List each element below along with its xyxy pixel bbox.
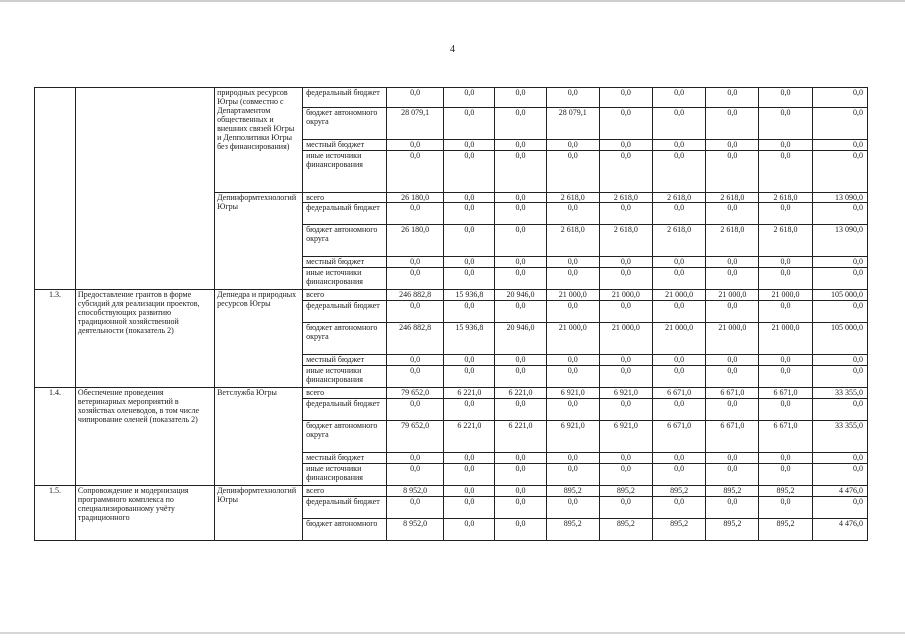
value-cell: 0,0	[599, 257, 652, 268]
value-cell: 21 000,0	[759, 323, 812, 355]
value-cell: 6 921,0	[599, 421, 652, 453]
value-cell: 0,0	[706, 88, 759, 108]
source-cell: бюджет автономного	[303, 519, 387, 541]
value-cell: 0,0	[706, 399, 759, 421]
value-cell: 0,0	[546, 453, 599, 464]
executor-cell: Ветслужба Югры	[215, 388, 303, 486]
value-cell: 0,0	[546, 151, 599, 193]
value-cell: 0,0	[495, 108, 546, 140]
value-cell: 2 618,0	[546, 225, 599, 257]
value-cell: 6 221,0	[444, 421, 495, 453]
value-cell: 26 180,0	[387, 225, 444, 257]
value-cell: 0,0	[759, 140, 812, 151]
value-cell: 0,0	[706, 366, 759, 388]
value-cell: 895,2	[599, 519, 652, 541]
value-cell: 0,0	[706, 355, 759, 366]
source-cell: местный бюджет	[303, 355, 387, 366]
value-cell: 21 000,0	[599, 323, 652, 355]
value-cell: 0,0	[495, 140, 546, 151]
value-cell: 0,0	[546, 88, 599, 108]
value-cell: 0,0	[812, 497, 867, 519]
value-cell: 0,0	[495, 519, 546, 541]
value-cell: 0,0	[599, 268, 652, 290]
value-cell: 0,0	[495, 355, 546, 366]
value-cell: 0,0	[546, 366, 599, 388]
value-cell: 0,0	[495, 399, 546, 421]
value-cell: 21 000,0	[546, 323, 599, 355]
value-cell: 0,0	[812, 88, 867, 108]
value-cell: 6 671,0	[759, 421, 812, 453]
value-cell: 0,0	[546, 399, 599, 421]
value-cell: 0,0	[599, 301, 652, 323]
value-cell: 0,0	[812, 268, 867, 290]
value-cell: 0,0	[653, 464, 706, 486]
value-cell: 0,0	[387, 301, 444, 323]
executor-cell: Депинформтехнологий Югры	[215, 193, 303, 290]
source-cell: федеральный бюджет	[303, 301, 387, 323]
item-number-cell	[35, 88, 76, 290]
source-cell: иные источники финансирования	[303, 464, 387, 486]
source-cell: федеральный бюджет	[303, 497, 387, 519]
value-cell: 2 618,0	[599, 193, 652, 203]
value-cell: 13 090,0	[812, 225, 867, 257]
table-row	[35, 290, 868, 301]
value-cell: 0,0	[546, 497, 599, 519]
value-cell: 13 090,0	[812, 193, 867, 203]
value-cell: 0,0	[387, 355, 444, 366]
value-cell: 0,0	[653, 140, 706, 151]
value-cell: 2 618,0	[759, 193, 812, 203]
budget-table	[34, 87, 868, 541]
table-row	[35, 88, 868, 108]
value-cell: 0,0	[444, 203, 495, 225]
value-cell: 33 355,0	[812, 388, 867, 399]
activity-cell: Сопровождение и модернизация программного комплекса по специализированному учёту традиционного	[75, 486, 214, 541]
value-cell: 6 671,0	[653, 388, 706, 399]
value-cell: 0,0	[653, 366, 706, 388]
value-cell: 0,0	[495, 268, 546, 290]
value-cell: 0,0	[759, 355, 812, 366]
value-cell: 79 652,0	[387, 421, 444, 453]
value-cell: 0,0	[387, 140, 444, 151]
value-cell: 895,2	[599, 486, 652, 497]
value-cell: 6 671,0	[706, 388, 759, 399]
value-cell: 895,2	[759, 519, 812, 541]
scan-bottom-edge	[0, 632, 905, 634]
value-cell: 0,0	[759, 497, 812, 519]
value-cell: 0,0	[812, 140, 867, 151]
value-cell: 6 671,0	[759, 388, 812, 399]
value-cell: 0,0	[599, 497, 652, 519]
value-cell: 21 000,0	[706, 323, 759, 355]
value-cell: 0,0	[387, 268, 444, 290]
source-cell: всего	[303, 486, 387, 497]
value-cell: 0,0	[387, 464, 444, 486]
value-cell: 0,0	[653, 399, 706, 421]
value-cell: 2 618,0	[706, 225, 759, 257]
value-cell: 0,0	[495, 453, 546, 464]
value-cell: 0,0	[759, 268, 812, 290]
value-cell: 21 000,0	[546, 290, 599, 301]
value-cell: 0,0	[546, 464, 599, 486]
value-cell: 6 221,0	[495, 388, 546, 399]
value-cell: 895,2	[546, 486, 599, 497]
value-cell: 0,0	[653, 88, 706, 108]
value-cell: 6 921,0	[546, 421, 599, 453]
value-cell: 0,0	[495, 225, 546, 257]
value-cell: 0,0	[812, 399, 867, 421]
value-cell: 0,0	[706, 108, 759, 140]
value-cell: 0,0	[599, 453, 652, 464]
value-cell: 0,0	[812, 301, 867, 323]
value-cell: 0,0	[759, 203, 812, 225]
value-cell: 0,0	[759, 301, 812, 323]
value-cell: 0,0	[599, 108, 652, 140]
source-cell: всего	[303, 388, 387, 399]
value-cell: 0,0	[653, 268, 706, 290]
value-cell: 0,0	[546, 301, 599, 323]
value-cell: 0,0	[759, 366, 812, 388]
page-number: 4	[450, 44, 455, 55]
value-cell: 0,0	[495, 203, 546, 225]
value-cell: 0,0	[599, 399, 652, 421]
value-cell: 0,0	[759, 453, 812, 464]
value-cell: 0,0	[444, 355, 495, 366]
value-cell: 79 652,0	[387, 388, 444, 399]
value-cell: 0,0	[444, 193, 495, 203]
value-cell: 4 476,0	[812, 486, 867, 497]
value-cell: 0,0	[495, 464, 546, 486]
source-cell: иные источники финансирования	[303, 268, 387, 290]
item-number-cell: 1.5.	[35, 486, 76, 541]
value-cell: 0,0	[546, 355, 599, 366]
source-cell: всего	[303, 290, 387, 301]
table-row	[35, 388, 868, 399]
value-cell: 0,0	[387, 453, 444, 464]
value-cell: 0,0	[444, 140, 495, 151]
activity-cell: Предоставление грантов в форме субсидий для реализации проектов, способствующих развитию традиционной хозяйственной деятельности (показатель 2)	[75, 290, 214, 388]
value-cell: 0,0	[706, 151, 759, 193]
value-cell: 0,0	[706, 497, 759, 519]
source-cell: федеральный бюджет	[303, 203, 387, 225]
value-cell: 0,0	[546, 268, 599, 290]
value-cell: 0,0	[444, 257, 495, 268]
value-cell: 895,2	[653, 486, 706, 497]
value-cell: 0,0	[444, 399, 495, 421]
value-cell: 0,0	[387, 203, 444, 225]
value-cell: 895,2	[653, 519, 706, 541]
value-cell: 20 946,0	[495, 290, 546, 301]
value-cell: 2 618,0	[759, 225, 812, 257]
value-cell: 0,0	[444, 519, 495, 541]
value-cell: 0,0	[759, 108, 812, 140]
value-cell: 0,0	[599, 366, 652, 388]
source-cell: бюджет автономного округа	[303, 421, 387, 453]
executor-cell: природных ресурсов Югры (совместно с Департаментом общественных и внешних связей Югры и Депполитики Югры без финансирования)	[215, 88, 303, 193]
value-cell: 0,0	[444, 268, 495, 290]
value-cell: 21 000,0	[653, 323, 706, 355]
value-cell: 0,0	[706, 301, 759, 323]
value-cell: 0,0	[653, 151, 706, 193]
source-cell: федеральный бюджет	[303, 88, 387, 108]
value-cell: 2 618,0	[653, 225, 706, 257]
value-cell: 0,0	[495, 366, 546, 388]
executor-cell: Депинформтехнологий Югры	[215, 486, 303, 541]
value-cell: 0,0	[387, 151, 444, 193]
value-cell: 895,2	[759, 486, 812, 497]
value-cell: 8 952,0	[387, 486, 444, 497]
value-cell: 0,0	[653, 355, 706, 366]
value-cell: 0,0	[444, 464, 495, 486]
value-cell: 0,0	[653, 453, 706, 464]
value-cell: 0,0	[812, 257, 867, 268]
source-cell: всего	[303, 193, 387, 203]
value-cell: 0,0	[653, 108, 706, 140]
source-cell: иные источники финансирования	[303, 366, 387, 388]
source-cell: бюджет автономного округа	[303, 225, 387, 257]
source-cell: федеральный бюджет	[303, 399, 387, 421]
source-cell: бюджет автономного округа	[303, 108, 387, 140]
value-cell: 20 946,0	[495, 323, 546, 355]
value-cell: 0,0	[706, 203, 759, 225]
scan-top-edge	[0, 0, 905, 2]
value-cell: 0,0	[444, 151, 495, 193]
item-number-cell: 1.3.	[35, 290, 76, 388]
value-cell: 2 618,0	[653, 193, 706, 203]
value-cell: 895,2	[706, 486, 759, 497]
value-cell: 6 221,0	[495, 421, 546, 453]
value-cell: 0,0	[706, 257, 759, 268]
value-cell: 0,0	[812, 366, 867, 388]
value-cell: 0,0	[599, 464, 652, 486]
value-cell: 15 936,8	[444, 323, 495, 355]
value-cell: 0,0	[599, 203, 652, 225]
value-cell: 0,0	[706, 464, 759, 486]
value-cell: 21 000,0	[599, 290, 652, 301]
value-cell: 0,0	[812, 203, 867, 225]
value-cell: 0,0	[599, 355, 652, 366]
value-cell: 0,0	[495, 88, 546, 108]
value-cell: 0,0	[706, 453, 759, 464]
value-cell: 105 000,0	[812, 290, 867, 301]
value-cell: 0,0	[444, 88, 495, 108]
value-cell: 6 921,0	[546, 388, 599, 399]
value-cell: 0,0	[495, 486, 546, 497]
value-cell: 0,0	[812, 355, 867, 366]
value-cell: 0,0	[444, 497, 495, 519]
source-cell: местный бюджет	[303, 140, 387, 151]
value-cell: 0,0	[444, 366, 495, 388]
value-cell: 0,0	[812, 464, 867, 486]
value-cell: 895,2	[546, 519, 599, 541]
value-cell: 246 882,8	[387, 323, 444, 355]
value-cell: 0,0	[444, 453, 495, 464]
value-cell: 895,2	[706, 519, 759, 541]
value-cell: 28 079,1	[546, 108, 599, 140]
value-cell: 0,0	[812, 108, 867, 140]
activity-cell: Обеспечение проведения ветеринарных мероприятий в хозяйствах оленеводов, в том числе чипирование оленей (показатель 2)	[75, 388, 214, 486]
value-cell: 0,0	[759, 151, 812, 193]
value-cell: 0,0	[495, 151, 546, 193]
executor-cell: Депнедра и природных ресурсов Югры	[215, 290, 303, 388]
value-cell: 0,0	[706, 268, 759, 290]
value-cell: 0,0	[653, 257, 706, 268]
value-cell: 0,0	[387, 497, 444, 519]
value-cell: 0,0	[444, 225, 495, 257]
value-cell: 2 618,0	[599, 225, 652, 257]
value-cell: 0,0	[599, 88, 652, 108]
value-cell: 4 476,0	[812, 519, 867, 541]
value-cell: 2 618,0	[706, 193, 759, 203]
value-cell: 0,0	[387, 257, 444, 268]
value-cell: 0,0	[387, 366, 444, 388]
table-row	[35, 486, 868, 497]
item-number-cell: 1.4.	[35, 388, 76, 486]
value-cell: 0,0	[444, 301, 495, 323]
value-cell: 6 671,0	[653, 421, 706, 453]
value-cell: 21 000,0	[706, 290, 759, 301]
value-cell: 0,0	[706, 140, 759, 151]
value-cell: 0,0	[599, 140, 652, 151]
value-cell: 0,0	[653, 203, 706, 225]
value-cell: 0,0	[495, 193, 546, 203]
value-cell: 0,0	[546, 257, 599, 268]
value-cell: 21 000,0	[759, 290, 812, 301]
source-cell: местный бюджет	[303, 257, 387, 268]
value-cell: 0,0	[387, 399, 444, 421]
value-cell: 0,0	[495, 497, 546, 519]
value-cell: 0,0	[653, 301, 706, 323]
value-cell: 0,0	[599, 151, 652, 193]
value-cell: 0,0	[444, 486, 495, 497]
value-cell: 105 000,0	[812, 323, 867, 355]
value-cell: 0,0	[759, 399, 812, 421]
value-cell: 2 618,0	[546, 193, 599, 203]
value-cell: 6 671,0	[706, 421, 759, 453]
source-cell: иные источники финансирования	[303, 151, 387, 193]
value-cell: 0,0	[495, 301, 546, 323]
value-cell: 0,0	[759, 464, 812, 486]
value-cell: 0,0	[546, 203, 599, 225]
value-cell: 0,0	[759, 257, 812, 268]
value-cell: 0,0	[759, 88, 812, 108]
value-cell: 0,0	[653, 497, 706, 519]
value-cell: 0,0	[812, 151, 867, 193]
activity-cell	[75, 88, 214, 290]
source-cell: местный бюджет	[303, 453, 387, 464]
value-cell: 28 079,1	[387, 108, 444, 140]
value-cell: 0,0	[495, 257, 546, 268]
value-cell: 8 952,0	[387, 519, 444, 541]
value-cell: 6 221,0	[444, 388, 495, 399]
source-cell: бюджет автономного округа	[303, 323, 387, 355]
value-cell: 15 936,8	[444, 290, 495, 301]
value-cell: 0,0	[387, 88, 444, 108]
value-cell: 21 000,0	[653, 290, 706, 301]
value-cell: 246 882,8	[387, 290, 444, 301]
value-cell: 0,0	[546, 140, 599, 151]
value-cell: 0,0	[444, 108, 495, 140]
value-cell: 26 180,0	[387, 193, 444, 203]
value-cell: 0,0	[812, 453, 867, 464]
value-cell: 33 355,0	[812, 421, 867, 453]
value-cell: 6 921,0	[599, 388, 652, 399]
